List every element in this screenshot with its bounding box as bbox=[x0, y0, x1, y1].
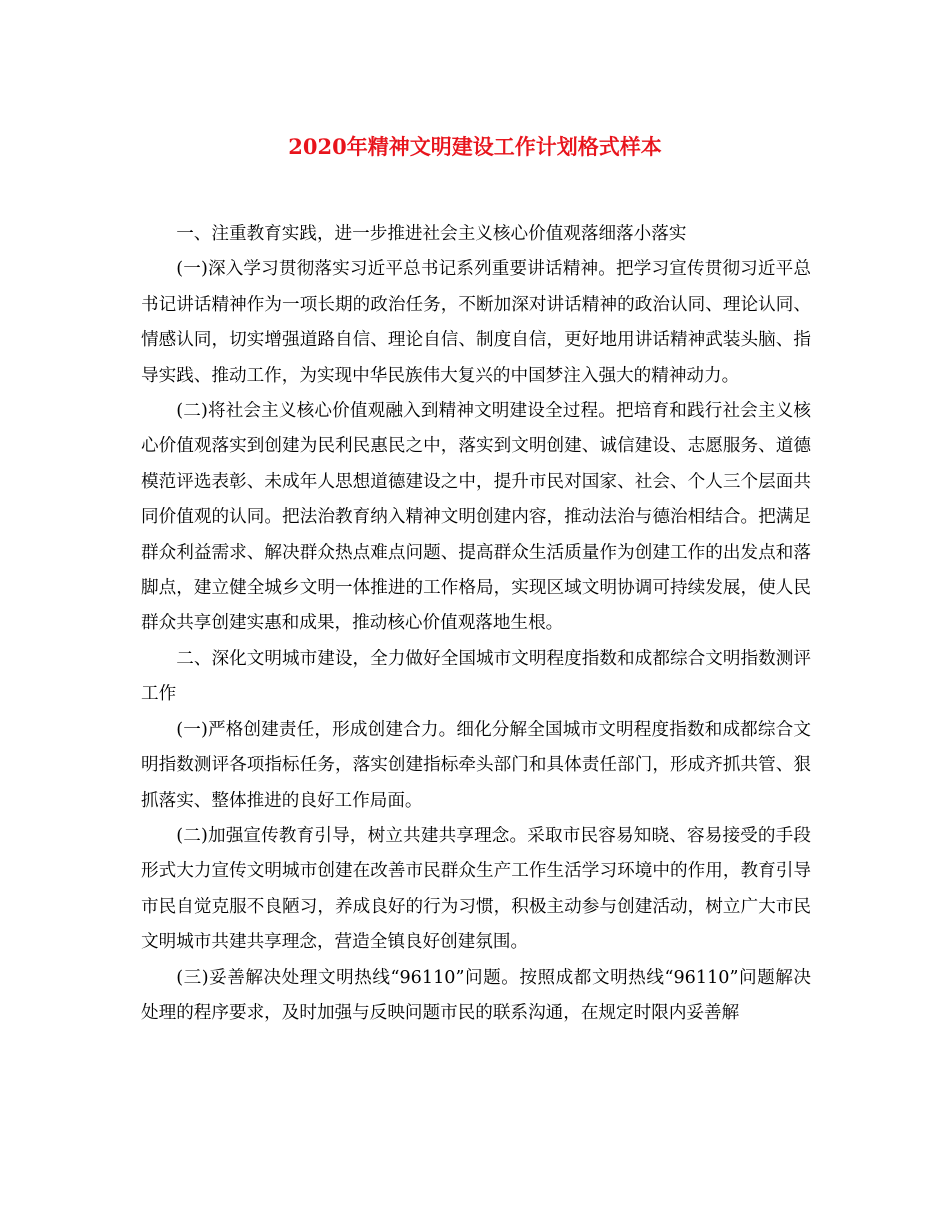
paragraph: (一)严格创建责任，形成创建合力。细化分解全国城市文明程度指数和成都综合文明指数测评各项指标任务，落实创建指标牵头部门和具体责任部门，形成齐抓共管、狠抓落实、整体推进的良好工作局面。 bbox=[141, 719, 811, 811]
document-title: 2020年精神文明建设工作计划格式样本 bbox=[288, 134, 662, 159]
document-body bbox=[141, 217, 811, 1031]
paragraph: (一)深入学习贯彻落实习近平总书记系列重要讲话精神。把学习宣传贯彻习近平总书记讲话精神作为一项长期的政治任务，不断加深对讲话精神的政治认同、理论认同、情感认同，切实增强道路自信、理论自信、制度自信，更好地用讲话精神武装头脑、指导实践、推动工作，为实现中华民族伟大复兴的中国梦注入强大的精神动力。 bbox=[141, 259, 811, 386]
paragraph: (二)加强宣传教育引导，树立共建共享理念。采取市民容易知晓、容易接受的手段形式大力宣传文明城市创建在改善市民群众生产工作生活学习环境中的作用，教育引导市民自觉克服不良陋习，养成良好的行为习惯，积极主动参与创建活动，树立广大市民文明城市共建共享理念，营造全镇良好创建氛围。 bbox=[141, 825, 811, 953]
section-heading-1: 一、注重教育实践，进一步推进社会主义核心价值观落细落小落实 bbox=[176, 224, 687, 244]
paragraph: (二)将社会主义核心价值观融入到精神文明建设全过程。把培育和践行社会主义核心价值观落实到创建为民利民惠民之中，落实到文明创建、诚信建设、志愿服务、道德模范评选表彰、未成年人思想道德建设之中，提升市民对国家、社会、个人三个层面共同价值观的认同。把法治教育纳入精神文明创建内容，推动法治与德治相结合。把满足群众利益需求、解决群众热点难点问题、提高群众生活质量作为创建工作的出发点和落脚点，建立健全城乡文明一体推进的工作格局，实现区域文明协调可持续发展，使人民群众共享创建实惠和成果，推动核心价值观落地生根。 bbox=[141, 401, 811, 634]
paragraph: (三)妥善解决处理文明热线“96110”问题。按照成都文明热线“96110”问题解决处理的程序要求，及时加强与反映问题市民的联系沟通，在规定时限内妥善解 bbox=[141, 967, 811, 1023]
section-heading-2: 二、深化文明城市建设，全力做好全国城市文明程度指数和成都综合文明指数测评工作 bbox=[141, 648, 811, 705]
